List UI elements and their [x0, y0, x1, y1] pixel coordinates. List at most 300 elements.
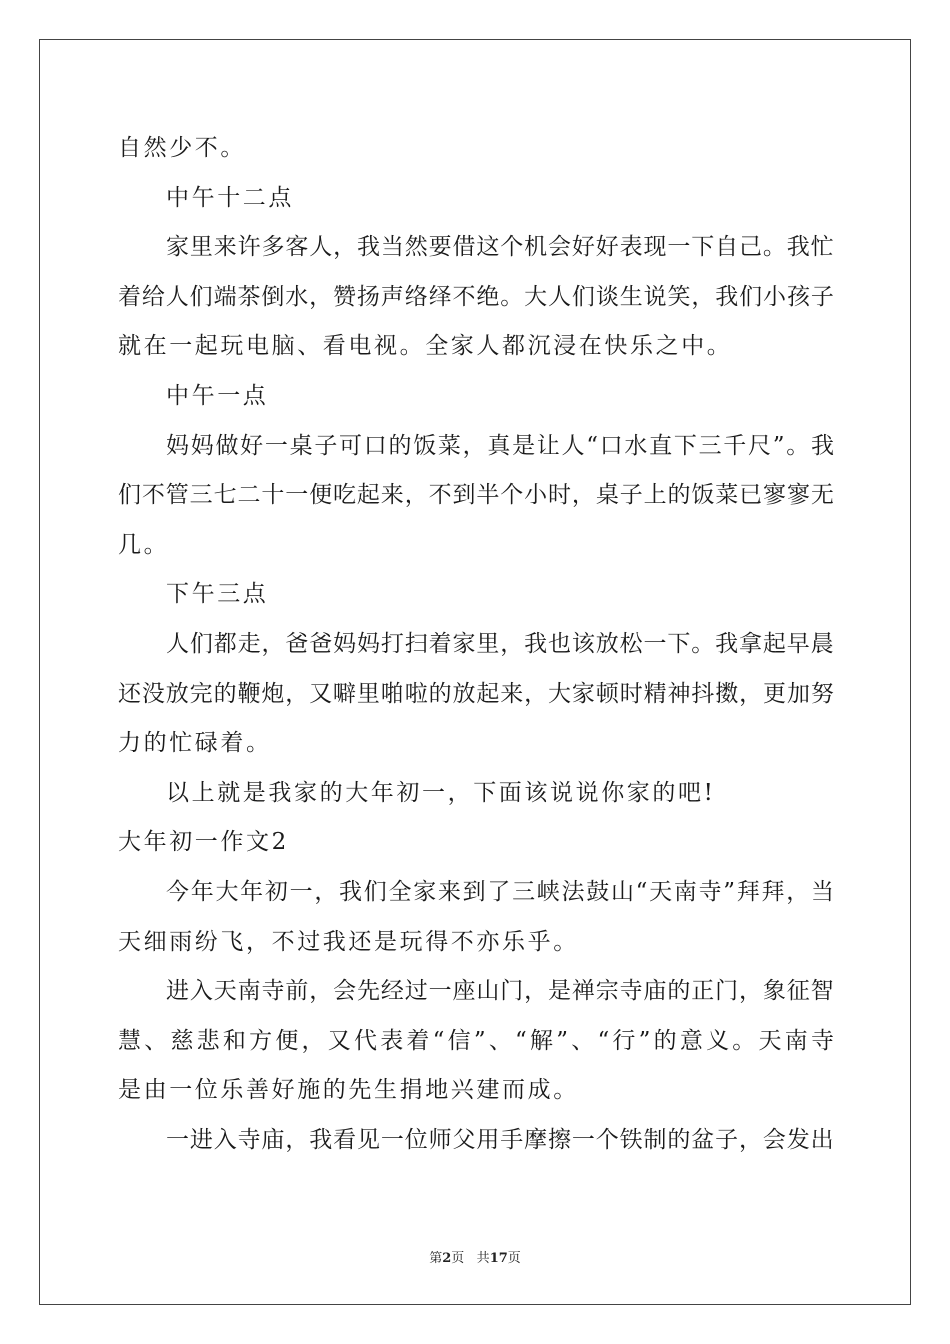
- glyph: 声: [380, 283, 404, 310]
- glyph: 我: [524, 630, 548, 657]
- glyph: 一: [667, 234, 691, 261]
- glyph: 义: [706, 1027, 730, 1054]
- glyph: 。: [732, 1027, 756, 1054]
- glyph: 是: [512, 432, 536, 459]
- glyph: 己: [739, 234, 762, 261]
- glyph: 看: [333, 1126, 357, 1153]
- glyph: 人: [561, 432, 585, 459]
- total-prefix: 共: [476, 1251, 490, 1266]
- glyph: 爸: [285, 630, 309, 657]
- glyph: 顿: [595, 680, 619, 707]
- text-line: [118, 1122, 834, 1172]
- glyph: 来: [500, 680, 524, 707]
- glyph: 南: [237, 978, 261, 1005]
- glyph: 寺: [810, 1027, 834, 1054]
- glyph: 们: [739, 283, 763, 310]
- glyph: 小: [524, 482, 548, 509]
- section-heading: 中午一点: [166, 382, 269, 409]
- glyph: 意: [679, 1027, 703, 1054]
- glyph: 晨: [810, 630, 834, 657]
- text-line: 自然少不。: [118, 135, 246, 161]
- glyph: 啦: [404, 680, 428, 707]
- glyph: ，: [301, 1027, 325, 1054]
- text-line: 力的忙碌着。: [118, 730, 272, 757]
- glyph: 摩: [524, 1126, 548, 1153]
- glyph: ，: [571, 482, 595, 509]
- text-line: [118, 626, 834, 676]
- glyph: 不: [428, 482, 452, 509]
- glyph: 寺: [698, 878, 722, 905]
- glyph: 扬: [356, 283, 380, 310]
- glyph: 一: [264, 432, 288, 459]
- glyph: 拜: [736, 878, 760, 905]
- glyph: 的: [667, 978, 691, 1005]
- glyph: 妈: [333, 630, 357, 657]
- glyph: 正: [691, 978, 715, 1005]
- glyph: 时: [548, 482, 572, 509]
- glyph: 的: [388, 432, 412, 459]
- glyph: 制: [643, 1126, 667, 1153]
- glyph: 炮: [261, 680, 285, 707]
- text-line: [118, 874, 834, 924]
- glyph: 给: [141, 283, 165, 310]
- glyph: 座: [452, 978, 476, 1005]
- text-line: 以上就是我家的大年初一，下面该说说你家的吧!: [166, 779, 716, 806]
- glyph: 天: [758, 1027, 782, 1054]
- glyph: 爸: [309, 630, 333, 657]
- glyph: 父: [452, 1126, 476, 1153]
- glyph: 不: [141, 482, 165, 509]
- glyph: 妈: [190, 432, 214, 459]
- glyph: 盆: [691, 1126, 715, 1153]
- glyph: 二: [237, 482, 261, 509]
- glyph: 便: [275, 1027, 299, 1054]
- glyph: 会: [333, 978, 357, 1005]
- glyph: 桌: [289, 432, 313, 459]
- glyph: ”: [723, 878, 736, 905]
- glyph: 我: [357, 234, 380, 261]
- glyph: 法: [561, 878, 585, 905]
- glyph: 们: [189, 283, 213, 310]
- text-line: 几。: [118, 531, 170, 558]
- glyph: 。: [691, 630, 715, 657]
- text-line: [118, 428, 834, 478]
- glyph: 家: [413, 878, 437, 905]
- glyph: 松: [619, 630, 643, 657]
- glyph: 的: [667, 482, 691, 509]
- glyph: 拜: [761, 878, 785, 905]
- glyph: 们: [189, 630, 213, 657]
- glyph: ，: [524, 978, 548, 1005]
- glyph: 寥: [763, 482, 787, 509]
- glyph: 表: [619, 234, 643, 261]
- glyph: 放: [165, 680, 189, 707]
- glyph: 忙: [810, 234, 834, 261]
- glyph: 慧: [118, 1027, 141, 1054]
- glyph: 小: [763, 283, 787, 310]
- glyph: 铁: [619, 1126, 643, 1153]
- glyph: 早: [786, 630, 810, 657]
- glyph: 孩: [786, 283, 810, 310]
- glyph: 到: [462, 878, 486, 905]
- glyph: 机: [524, 234, 548, 261]
- glyph: 悲: [196, 1027, 220, 1054]
- glyph: 加: [786, 680, 810, 707]
- glyph: 山: [610, 878, 634, 905]
- glyph: 倒: [261, 283, 285, 310]
- glyph: 一: [428, 978, 452, 1005]
- glyph: 着: [428, 630, 452, 657]
- glyph: “: [586, 432, 598, 459]
- glyph: 擦: [548, 1126, 571, 1153]
- glyph: 上: [643, 482, 667, 509]
- glyph: 饭: [413, 432, 437, 459]
- glyph: 鼓: [586, 878, 610, 905]
- glyph: 里: [476, 630, 500, 657]
- glyph: ，: [524, 680, 548, 707]
- glyph: 今: [166, 878, 189, 905]
- glyph: 完: [189, 680, 213, 707]
- glyph: 个: [500, 234, 524, 261]
- glyph: 一: [166, 1126, 189, 1153]
- glyph: 子: [715, 1126, 739, 1153]
- glyph: 人: [548, 283, 572, 310]
- glyph: 先: [357, 978, 380, 1005]
- glyph: 入: [213, 1126, 237, 1153]
- glyph: 人: [166, 630, 189, 657]
- glyph: ，: [404, 482, 428, 509]
- glyph: 笑: [667, 283, 691, 310]
- text-line: [118, 279, 834, 329]
- glyph: 个: [500, 482, 524, 509]
- glyph: 拿: [739, 630, 762, 657]
- glyph: 、: [144, 1027, 168, 1054]
- glyph: 没: [141, 680, 165, 707]
- text-line: 是由一位乐善好施的先生捐地兴建而成。: [118, 1077, 579, 1104]
- glyph: 大: [524, 283, 548, 310]
- glyph: 前: [285, 978, 309, 1005]
- glyph: 又: [309, 680, 333, 707]
- glyph: 们: [571, 283, 595, 310]
- glyph: 着: [118, 283, 141, 310]
- glyph: 尺: [748, 432, 772, 459]
- glyph: 进: [189, 1126, 213, 1153]
- glyph: 便: [309, 482, 333, 509]
- glyph: 我: [339, 878, 363, 905]
- glyph: 饭: [691, 482, 715, 509]
- glyph: 一: [380, 1126, 404, 1153]
- glyph: ，: [739, 1126, 762, 1153]
- glyph: 。: [500, 283, 524, 310]
- glyph: “: [515, 1027, 527, 1054]
- glyph: 信: [447, 1027, 471, 1054]
- glyph: 智: [810, 978, 834, 1005]
- glyph: 管: [165, 482, 189, 509]
- glyph: 们: [363, 878, 387, 905]
- glyph: 谈: [595, 283, 619, 310]
- glyph: ”: [772, 432, 785, 459]
- glyph: ，: [462, 432, 486, 459]
- text-line: [118, 676, 834, 726]
- glyph: 、: [488, 1027, 512, 1054]
- glyph: 下: [667, 630, 691, 657]
- glyph: 个: [595, 1126, 619, 1153]
- glyph: 生: [619, 283, 643, 310]
- glyph: 十: [261, 482, 285, 509]
- glyph: 这: [476, 234, 500, 261]
- glyph: 到: [452, 482, 476, 509]
- glyph: 绎: [428, 283, 452, 310]
- text-line: 天细雨纷飞，不过我还是玩得不亦乐乎。: [118, 928, 579, 955]
- glyph: 天: [649, 878, 673, 905]
- glyph: ，: [314, 878, 338, 905]
- glyph: 当: [380, 234, 404, 261]
- glyph: 让: [536, 432, 560, 459]
- glyph: ，: [285, 680, 309, 707]
- glyph: 端: [213, 283, 237, 310]
- glyph: 来: [213, 234, 237, 261]
- glyph: 表: [380, 1027, 404, 1054]
- glyph: 我: [715, 630, 739, 657]
- glyph: 下: [691, 234, 715, 261]
- glyph: 山: [476, 978, 500, 1005]
- glyph: 抖: [691, 680, 715, 707]
- glyph: 的: [667, 1126, 691, 1153]
- text-line: [118, 229, 834, 279]
- glyph: 我: [715, 283, 739, 310]
- glyph: 慈: [170, 1027, 194, 1054]
- glyph: 口: [363, 432, 387, 459]
- glyph: ，: [309, 283, 333, 310]
- glyph: 峡: [536, 878, 560, 905]
- glyph: 会: [762, 1126, 786, 1153]
- glyph: 自: [715, 234, 739, 261]
- glyph: 要: [428, 234, 452, 261]
- glyph: “: [635, 878, 648, 905]
- glyph: 好: [595, 234, 619, 261]
- glyph: 寺: [261, 978, 285, 1005]
- glyph: 子: [810, 283, 834, 310]
- glyph: 里: [189, 234, 213, 261]
- glyph: 的: [428, 680, 452, 707]
- glyph: 象: [762, 978, 786, 1005]
- glyph: 会: [548, 234, 571, 261]
- glyph: 来: [380, 482, 404, 509]
- glyph: 方: [249, 1027, 273, 1054]
- glyph: 千: [723, 432, 747, 459]
- glyph: 扫: [404, 630, 428, 657]
- glyph: 打: [380, 630, 404, 657]
- glyph: 啪: [380, 680, 404, 707]
- glyph: 好: [240, 432, 264, 459]
- glyph: 络: [404, 283, 428, 310]
- glyph: 庙: [261, 1126, 285, 1153]
- glyph: 南: [784, 1027, 808, 1054]
- glyph: 走: [237, 630, 261, 657]
- glyph: 解: [530, 1027, 554, 1054]
- glyph: 借: [452, 234, 476, 261]
- glyph: 子: [619, 482, 643, 509]
- text-line: [118, 973, 834, 1023]
- glyph: ，: [739, 978, 762, 1005]
- glyph: 时: [619, 680, 643, 707]
- glyph: 家: [571, 680, 595, 707]
- document-body: [118, 130, 834, 1171]
- glyph: 努: [810, 680, 834, 707]
- glyph: ，: [691, 283, 715, 310]
- glyph: 年: [240, 878, 264, 905]
- glyph: ”: [556, 1027, 568, 1054]
- glyph: 代: [353, 1027, 377, 1054]
- glyph: 又: [327, 1027, 351, 1054]
- glyph: 做: [215, 432, 239, 459]
- glyph: 过: [404, 978, 428, 1005]
- glyph: 起: [762, 630, 786, 657]
- glyph: 不: [452, 283, 476, 310]
- glyph: 入: [189, 978, 213, 1005]
- glyph: “: [432, 1027, 445, 1054]
- glyph: 发: [786, 1126, 810, 1153]
- glyph: 一: [643, 630, 667, 657]
- glyph: 我: [810, 432, 834, 459]
- glyph: 该: [571, 630, 595, 657]
- glyph: 行: [612, 1027, 636, 1054]
- glyph: 三: [512, 878, 536, 905]
- glyph: 三: [189, 482, 213, 509]
- glyph: 然: [404, 234, 428, 261]
- glyph: 起: [476, 680, 500, 707]
- glyph: 宗: [595, 978, 619, 1005]
- glyph: 庙: [643, 978, 667, 1005]
- glyph: 好: [571, 234, 595, 261]
- glyph: 着: [406, 1027, 430, 1054]
- article-title: 大年初一作文2: [118, 829, 289, 856]
- glyph: 当: [810, 878, 834, 905]
- glyph: ，: [285, 1126, 309, 1153]
- glyph: 多: [261, 234, 285, 261]
- glyph: 、: [571, 1027, 595, 1054]
- glyph: 已: [739, 482, 763, 509]
- glyph: 起: [356, 482, 380, 509]
- page-number: 2: [442, 1251, 452, 1266]
- text-line: [118, 477, 834, 527]
- glyph: 下: [673, 432, 697, 459]
- glyph: 的: [653, 1027, 677, 1054]
- glyph: 位: [404, 1126, 428, 1153]
- section-heading: 下午三点: [166, 581, 269, 608]
- glyph: 一: [285, 482, 309, 509]
- glyph: 赞: [333, 283, 357, 310]
- glyph: 初: [264, 878, 288, 905]
- glyph: 绝: [476, 283, 500, 310]
- page-footer: [0, 1247, 950, 1266]
- glyph: ，: [500, 630, 524, 657]
- glyph: 和: [222, 1027, 246, 1054]
- glyph: 我: [309, 1126, 333, 1153]
- glyph: 大: [548, 680, 572, 707]
- glyph: 更: [763, 680, 787, 707]
- page-suffix: 页: [451, 1251, 465, 1266]
- glyph: 妈: [357, 630, 380, 657]
- glyph: 说: [643, 283, 667, 310]
- glyph: 吃: [333, 482, 357, 509]
- glyph: 家: [166, 234, 189, 261]
- glyph: 菜: [437, 432, 461, 459]
- glyph: 禅: [571, 978, 595, 1005]
- glyph: 真: [487, 432, 511, 459]
- glyph: 一: [571, 1126, 595, 1153]
- glyph: ，: [309, 978, 333, 1005]
- glyph: 放: [595, 630, 619, 657]
- glyph: 许: [237, 234, 261, 261]
- glyph: 门: [715, 978, 739, 1005]
- glyph: 桌: [595, 482, 619, 509]
- glyph: 妈: [166, 432, 189, 459]
- glyph: 直: [649, 432, 673, 459]
- glyph: 大: [215, 878, 239, 905]
- glyph: 我: [786, 234, 810, 261]
- glyph: 家: [452, 630, 476, 657]
- glyph: 都: [213, 630, 237, 657]
- glyph: 精: [643, 680, 667, 707]
- glyph: 七: [213, 482, 237, 509]
- glyph: 神: [667, 680, 691, 707]
- glyph: 子: [314, 432, 338, 459]
- glyph: 寺: [619, 978, 643, 1005]
- glyph: 里: [356, 680, 380, 707]
- glyph: ，: [739, 680, 763, 707]
- glyph: 见: [357, 1126, 380, 1153]
- text-line: 就在一起玩电脑、看电视。全家人都沉浸在快乐之中。: [118, 333, 733, 360]
- glyph: 人: [165, 283, 189, 310]
- glyph: 可: [339, 432, 363, 459]
- glyph: 天: [213, 978, 237, 1005]
- glyph: 擞: [715, 680, 739, 707]
- glyph: 噼: [333, 680, 357, 707]
- glyph: 。: [762, 234, 786, 261]
- glyph: 鞭: [237, 680, 261, 707]
- glyph: 放: [452, 680, 476, 707]
- glyph: 口: [599, 432, 623, 459]
- glyph: 水: [285, 283, 309, 310]
- glyph: 无: [810, 482, 834, 509]
- total-pages: 17: [489, 1251, 508, 1266]
- glyph: 来: [437, 878, 461, 905]
- glyph: 寺: [237, 1126, 261, 1153]
- page-prefix: 第: [429, 1251, 443, 1266]
- glyph: 还: [118, 680, 141, 707]
- glyph: 茶: [237, 283, 261, 310]
- glyph: ”: [473, 1027, 486, 1054]
- glyph: 水: [624, 432, 648, 459]
- glyph: 手: [500, 1126, 524, 1153]
- glyph: 是: [548, 978, 571, 1005]
- glyph: 现: [643, 234, 667, 261]
- glyph: 人: [309, 234, 333, 261]
- total-suffix: 页: [507, 1251, 521, 1266]
- glyph: 的: [213, 680, 237, 707]
- glyph: 征: [786, 978, 810, 1005]
- glyph: 南: [673, 878, 697, 905]
- glyph: “: [597, 1027, 610, 1054]
- text-line: [118, 1023, 834, 1073]
- glyph: 寥: [786, 482, 810, 509]
- glyph: ，: [333, 234, 357, 261]
- glyph: ，: [261, 630, 285, 657]
- glyph: 也: [548, 630, 571, 657]
- section-heading: 中午十二点: [166, 184, 294, 211]
- glyph: 客: [285, 234, 309, 261]
